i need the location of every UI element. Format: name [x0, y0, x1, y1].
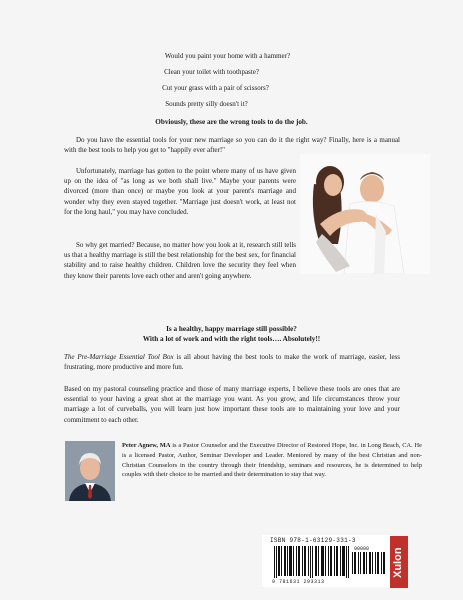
price-code: 90000	[354, 546, 370, 552]
intro-question-4: Sounds pretty silly doesn't it?	[165, 100, 248, 108]
question-line-1: Is a healthy, happy marriage still possible?	[166, 325, 297, 333]
publisher-logo	[390, 536, 408, 588]
author-photo	[65, 441, 115, 501]
paragraph-pastoral-practice: Based on my pastoral counseling practice and those of many marriage experts, I believe these tools are ones that are essential to your having a great shot at the marriage you want. As you grow, and life circumstances throw your marriage a lot of curveballs, you will learn just how important these tools are to maintaining your love and your commitment to each other.	[64, 385, 400, 424]
book-title: The Pre-Marriage Essential Tool Box	[64, 353, 174, 361]
couple-photo	[300, 154, 430, 274]
price-barcode	[352, 552, 386, 574]
intro-questions	[0, 48, 463, 112]
paragraph-essential-tools: Do you have the essential tools for your new marriage so you can do it the right way? Finally, here is a manual with the best tools to help you get to "happily ever after!"	[64, 136, 400, 155]
question-line-2: With a lot of work and with the right tools…. Absolutely!!	[142, 335, 321, 343]
intro-question-1: Would you paint your home with a hammer?	[164, 52, 291, 60]
intro-question-3: Cut your grass with a pair of scissors?	[162, 84, 269, 92]
tool-box-description: is all about having the best tools to make the work of marriage, easier, less frustrating, more productive and more fun.	[64, 353, 400, 372]
healthy-marriage-question	[0, 324, 463, 344]
isbn-text: ISBN 978-1-63129-331-3	[270, 537, 356, 544]
author-bio	[122, 441, 422, 480]
wrong-tools-heading: Obviously, these are the wrong tools to do the job.	[155, 118, 308, 126]
intro-question-2: Clean your toilet with toothpaste?	[164, 68, 259, 76]
paragraph-why-married: So why get married? Because, no matter how you look at it, research still tells us that a healthy marriage is still the best relationship for the best sex, for financial stability and to raise healthy children. Children love the security they feel when they know their parents love each other and aren't going anywhere.	[64, 241, 296, 280]
paragraph-marriage-gotten: Unfortunately, marriage has gotten to the point where many of us have given up on the idea of "as long as we both shall live." Maybe your parents were divorced (more than once) or maybe you look at your parent's marriage and wonder why they even stayed together. "Marriage just doesn't work, at least not for the long haul," you may have concluded.	[64, 167, 296, 216]
author-bio-text: is a Pastor Counselor and the Executive Director of Restored Hope, Inc. in Long Beach, CA. He is a licensed Pastor, Author, Seminar Developer and Leader. Mentored by many of the best Christian and non-Christian Counselors in the country through their friendship, seminars and resources, he is determined to help couples with their choice to be married and their determination to stay that way.	[122, 442, 422, 479]
author-name: Peter Agnew, MA	[122, 442, 171, 449]
publisher-name: Xulon	[392, 547, 404, 578]
isbn-barcode	[274, 546, 350, 578]
paragraph-tool-box	[64, 352, 400, 372]
barcode-number: 9 781631 293313	[272, 579, 325, 585]
